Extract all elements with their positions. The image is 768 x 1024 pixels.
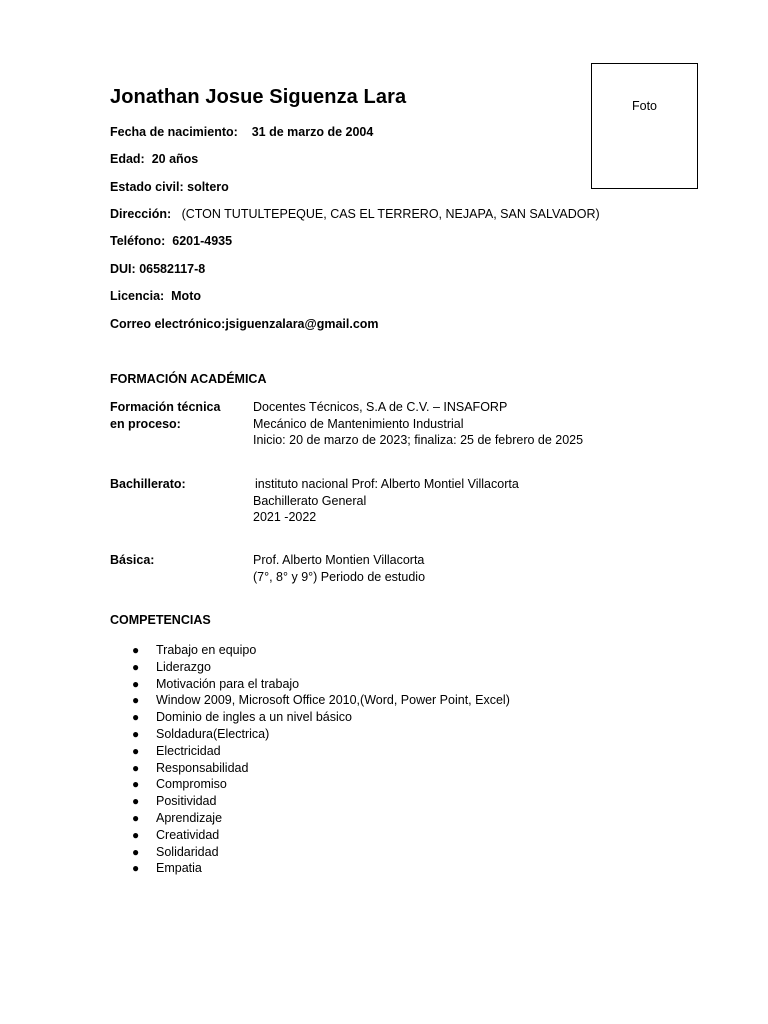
bullet-icon: ● (132, 844, 140, 859)
education-label-technical (110, 399, 220, 433)
photo-placeholder (591, 63, 698, 189)
full-name: Jonathan Josue Siguenza Lara (110, 86, 407, 108)
education-label-basica (110, 552, 154, 569)
info-birthdate (110, 125, 373, 139)
education-details-basica (253, 552, 425, 585)
bullet-icon: ● (132, 794, 140, 809)
info-phone (110, 234, 232, 248)
info-value: 6201-4935 (172, 234, 233, 248)
list-item: ● Creatividad (132, 827, 220, 842)
info-label: Correo electrónico: (110, 317, 226, 331)
list-item: ● Motivación para el trabajo (132, 676, 300, 691)
list-item: ● Electricidad (132, 743, 221, 758)
bullet-icon: ● (132, 743, 140, 758)
bullet-icon: ● (132, 861, 140, 876)
bullet-icon: ● (132, 693, 140, 708)
info-value: 31 de marzo de 2004 (251, 125, 374, 139)
bullet-icon: ● (132, 827, 140, 842)
info-label: Teléfono: (110, 234, 166, 248)
education-detail-line: Bachillerato General (253, 493, 367, 508)
education-detail-line: Inicio: 20 de marzo de 2023; finaliza: 25 de febrero de 2025 (253, 433, 584, 447)
education-label-line: Formación técnica (110, 400, 221, 414)
bullet-icon: ● (132, 726, 140, 741)
list-item: ● Positividad (132, 794, 217, 809)
education-detail-line: Prof. Alberto Montien Villacorta (253, 553, 425, 567)
info-label: Licencia: (110, 289, 165, 303)
info-label: Dirección: (110, 207, 172, 221)
info-email (110, 317, 379, 331)
info-label: DUI: (110, 262, 136, 276)
education-detail-line: (7°, 8° y 9°) Periodo de estudio (253, 569, 426, 584)
list-item: ● Liderazgo (132, 659, 211, 674)
bullet-icon: ● (132, 810, 140, 825)
list-item: ● Aprendizaje (132, 810, 223, 825)
info-label: Fecha de nacimiento: (110, 125, 238, 139)
info-label: Estado civil: (110, 180, 184, 194)
bullet-icon: ● (132, 710, 140, 725)
education-label-line: Básica: (110, 553, 155, 567)
education-label-line: en proceso: (110, 417, 181, 431)
bullet-icon: ● (132, 676, 140, 691)
info-value: 06582117-8 (139, 262, 206, 276)
info-address (110, 207, 600, 221)
bullet-icon: ● (132, 777, 140, 792)
education-details-technical (253, 399, 583, 449)
list-item: ● Dominio de ingles a un nivel básico (132, 710, 352, 725)
bullet-icon: ● (132, 659, 140, 674)
list-item: ● Window 2009, Microsoft Office 2010,(Word, Power Point, Excel) (132, 693, 510, 708)
list-item: ● Trabajo en equipo (132, 643, 257, 657)
photo-label: Foto (631, 99, 657, 113)
skills-title: COMPETENCIAS (110, 613, 211, 627)
education-title: FORMACIÓN ACADÉMICA (110, 372, 267, 386)
education-details-bachillerato (255, 476, 519, 526)
info-value: 20 años (151, 152, 199, 166)
education-label-line: Bachillerato: (110, 477, 186, 491)
list-item: ● Solidaridad (132, 844, 219, 859)
education-detail-line: Mecánico de Mantenimiento Industrial (253, 416, 464, 431)
info-value: Moto (171, 289, 201, 303)
info-dui (110, 262, 205, 276)
info-age (110, 152, 198, 166)
list-item: ● Soldadura(Electrica) (132, 726, 270, 741)
info-value: jsiguenzalara@gmail.com (225, 317, 379, 331)
education-detail-line: 2021 -2022 (253, 510, 317, 524)
education-detail-line: Docentes Técnicos, S.A de C.V. – INSAFORP (253, 400, 508, 414)
education-detail-line: instituto nacional Prof: Alberto Montiel Villacorta (255, 477, 519, 491)
info-value: soltero (187, 180, 229, 194)
list-item: ● Empatia (132, 861, 202, 876)
info-label: Edad: (110, 152, 145, 166)
skills-list (130, 642, 510, 877)
list-item: ● Responsabilidad (132, 760, 249, 775)
info-civil-status (110, 180, 229, 194)
info-value: (CTON TUTULTEPEQUE, CAS EL TERRERO, NEJAPA, SAN SALVADOR) (181, 207, 600, 221)
bullet-icon: ● (132, 760, 140, 775)
list-item: ● Compromiso (132, 777, 227, 792)
info-license (110, 289, 201, 303)
bullet-icon: ● (132, 643, 140, 657)
education-label-bachillerato (110, 476, 186, 493)
